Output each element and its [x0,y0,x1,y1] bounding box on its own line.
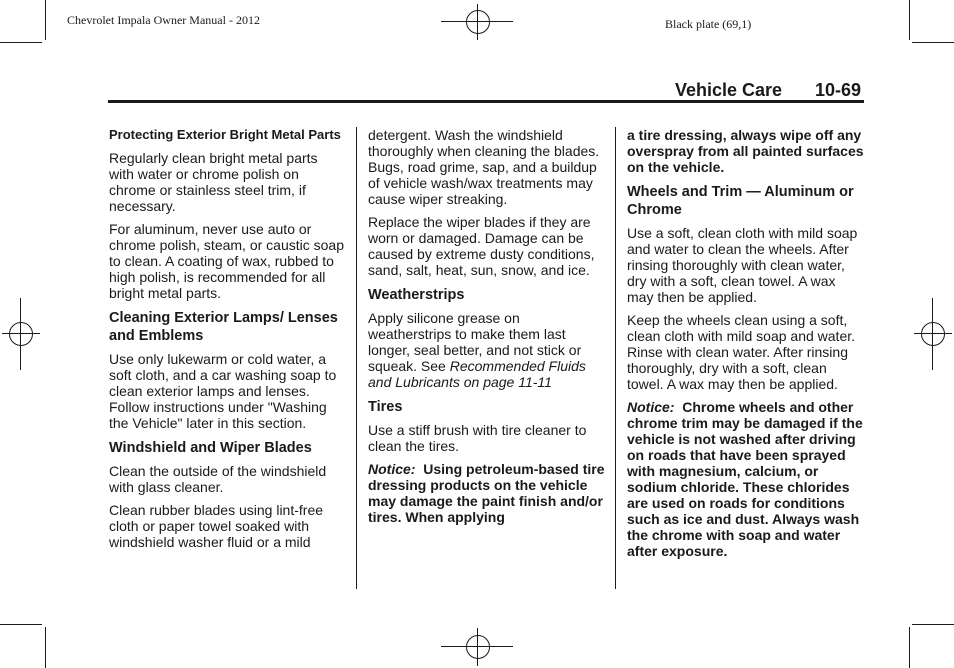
crop-mark [0,42,42,43]
paragraph: Clean rubber blades using lint-free cloth or paper towel soaked with windshield washer fluid or a mild [109,502,324,550]
notice-continuation: a tire dressing, always wipe off any overspray from all painted surfaces on the vehicle. [627,127,864,175]
section-title: Vehicle Care [675,80,783,100]
page-number: 10-69 [815,80,862,100]
notice-label: Notice: [627,399,675,415]
paragraph: Keep the wheels clean using a soft, clean cloth with mild soap and water. Rinse with clean water. After rinsing thoroughly, dry with a soft, clean towel. A wax may then be applied. [627,312,856,392]
crop-mark [912,42,954,43]
paragraph [368,310,606,390]
column-divider [356,127,357,589]
crop-mark [45,0,46,40]
notice-label: Notice: [368,461,416,477]
paragraph: Regularly clean bright metal parts with water or chrome polish on chrome or stainless steel trim, if necessary. [109,150,318,214]
heading-wheels-trim: Wheels and Trim — Aluminum or Chrome [627,184,854,218]
paragraph: Use a soft, clean cloth with mild soap and water to clean the wheels. After rinsing thoroughly with clean water, dry with a soft, clean towel. A wax may then be applied. [627,225,858,305]
crop-mark [0,624,42,625]
paragraph: Use only lukewarm or cold water, a soft cloth, and a car washing soap to clean exterior lamps and lenses. Follow instructions under "Washing the Vehicle" later in this section. [109,351,337,431]
heading-bright-metal: Protecting Exterior Bright Metal Parts [109,127,341,142]
paragraph-text: Apply silicone grease on weatherstrips to make them last longer, seal better, and not stick or squeak. See [368,310,582,374]
notice-text: Using petroleum-based tire dressing products on the vehicle may damage the paint finish and/or tires. When applying [368,461,605,525]
notice-paragraph [368,461,606,525]
heading-windshield-wiper: Windshield and Wiper Blades [109,440,312,456]
crop-mark [912,624,954,625]
document-title: Chevrolet Impala Owner Manual - 2012 [67,13,260,27]
heading-tires: Tires [368,399,403,415]
paragraph: Replace the wiper blades if they are worn or damaged. Damage can be caused by extreme dusty conditions, sand, salt, heat, sun, snow, and ice. [368,214,595,278]
paragraph: For aluminum, never use auto or chrome polish, steam, or caustic soap to clean. A coating of wax, rubbed to high polish, is recommended for all bright metal parts. [109,221,344,301]
column-3 [627,127,864,566]
heading-weatherstrips: Weatherstrips [368,287,465,303]
column-2 [368,127,606,532]
heading-lamps-lenses: Cleaning Exterior Lamps/ Lenses and Emblems [109,310,338,344]
paragraph: detergent. Wash the windshield thoroughly when cleaning the blades. Bugs, road grime, sap, and a buildup of vehicle wash/wax treatments may cause wiper streaking. [368,127,600,207]
paragraph: Clean the outside of the windshield with glass cleaner. [109,463,327,495]
cross-reference-link[interactable]: Recommended Fluids and Lubricants on page 11-11 [368,358,586,390]
notice-text: Chrome wheels and other chrome trim may be damaged if the vehicle is not washed after driving on roads that have been sprayed with magnesium, calcium, or sodium chloride. These chlorides are used on roads for conditions such as ice and dust. Always wash the chrome with soap and water after exposure. [627,399,863,559]
crop-mark [909,0,910,40]
paragraph: Use a stiff brush with tire cleaner to clean the tires. [368,422,587,454]
plate-label: Black plate (69,1) [665,17,752,31]
column-1 [109,127,344,557]
notice-paragraph [627,399,864,559]
crop-mark [909,627,910,668]
header-rule [108,100,864,103]
crop-mark [45,627,46,668]
column-divider [615,127,616,589]
